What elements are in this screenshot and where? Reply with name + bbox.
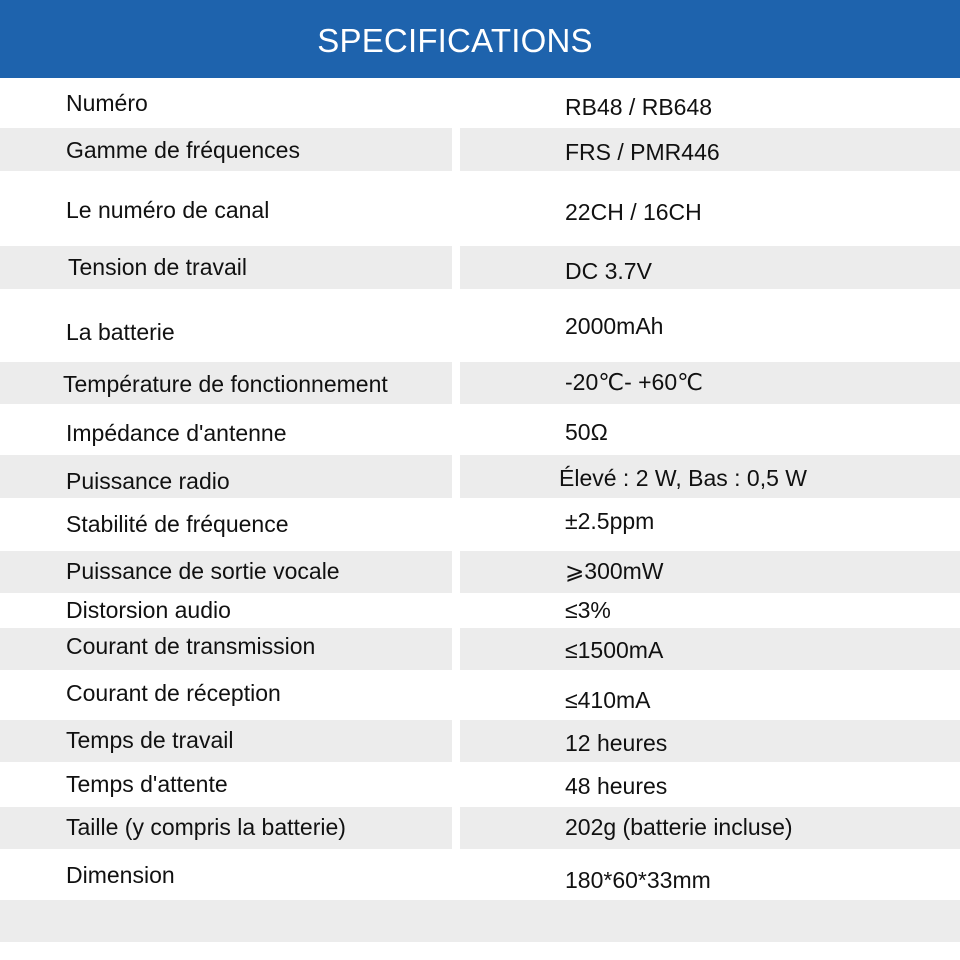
footer-band <box>0 900 960 942</box>
spec-value: RB48 / RB648 <box>565 94 713 120</box>
spec-value: 12 heures <box>565 730 668 756</box>
spec-row <box>0 362 960 404</box>
spec-label: Temps d'attente <box>66 771 228 797</box>
spec-value: 50Ω <box>565 419 608 445</box>
spec-value: FRS / PMR446 <box>565 139 720 165</box>
spec-label: Temps de travail <box>66 727 234 753</box>
spec-value: DC 3.7V <box>565 258 652 284</box>
spec-row <box>0 405 960 453</box>
spec-value: Élevé : 2 W, Bas : 0,5 W <box>559 465 807 491</box>
spec-label: Le numéro de canal <box>66 197 270 223</box>
spec-label: Courant de réception <box>66 680 281 706</box>
header-banner <box>0 0 960 78</box>
spec-value: 2000mAh <box>565 313 664 339</box>
spec-value: ⩾300mW <box>565 558 664 584</box>
spec-label: Distorsion audio <box>66 597 231 623</box>
spec-row <box>0 172 960 244</box>
spec-label: Courant de transmission <box>66 633 316 659</box>
spec-row <box>0 628 960 670</box>
spec-label: Température de fonctionnement <box>63 371 388 397</box>
spec-value: 22CH / 16CH <box>565 199 702 225</box>
spec-row <box>0 128 960 171</box>
spec-row <box>0 594 960 626</box>
spec-label: Stabilité de fréquence <box>66 511 289 537</box>
spec-row <box>0 807 960 849</box>
spec-label: Taille (y compris la batterie) <box>66 814 346 840</box>
spec-value: ±2.5ppm <box>565 508 655 534</box>
spec-row <box>0 80 960 126</box>
spec-row <box>0 850 960 898</box>
spec-label: Puissance de sortie vocale <box>66 558 340 584</box>
spec-value: 202g (batterie incluse) <box>565 814 793 840</box>
spec-value: 48 heures <box>565 773 668 799</box>
spec-row <box>0 290 960 360</box>
spec-value: ≤3% <box>565 597 611 623</box>
spec-label: Dimension <box>66 862 175 888</box>
spec-row <box>0 246 960 289</box>
spec-row <box>0 551 960 593</box>
spec-row <box>0 671 960 719</box>
spec-label: Impédance d'antenne <box>66 420 287 446</box>
spec-label: Puissance radio <box>66 468 230 494</box>
spec-value: ≤1500mA <box>565 637 664 663</box>
page-title: SPECIFICATIONS <box>317 22 593 59</box>
spec-value: -20℃- +60℃ <box>565 369 703 395</box>
spec-label: Gamme de fréquences <box>66 137 300 163</box>
spec-row <box>0 499 960 549</box>
spec-row <box>0 763 960 806</box>
spec-value: ≤410mA <box>565 687 651 713</box>
spec-row <box>0 720 960 762</box>
spec-row <box>0 455 960 498</box>
spec-label: Tension de travail <box>68 254 247 280</box>
spec-label: Numéro <box>66 90 148 116</box>
spec-label: La batterie <box>66 319 175 345</box>
spec-value: 180*60*33mm <box>565 867 711 893</box>
